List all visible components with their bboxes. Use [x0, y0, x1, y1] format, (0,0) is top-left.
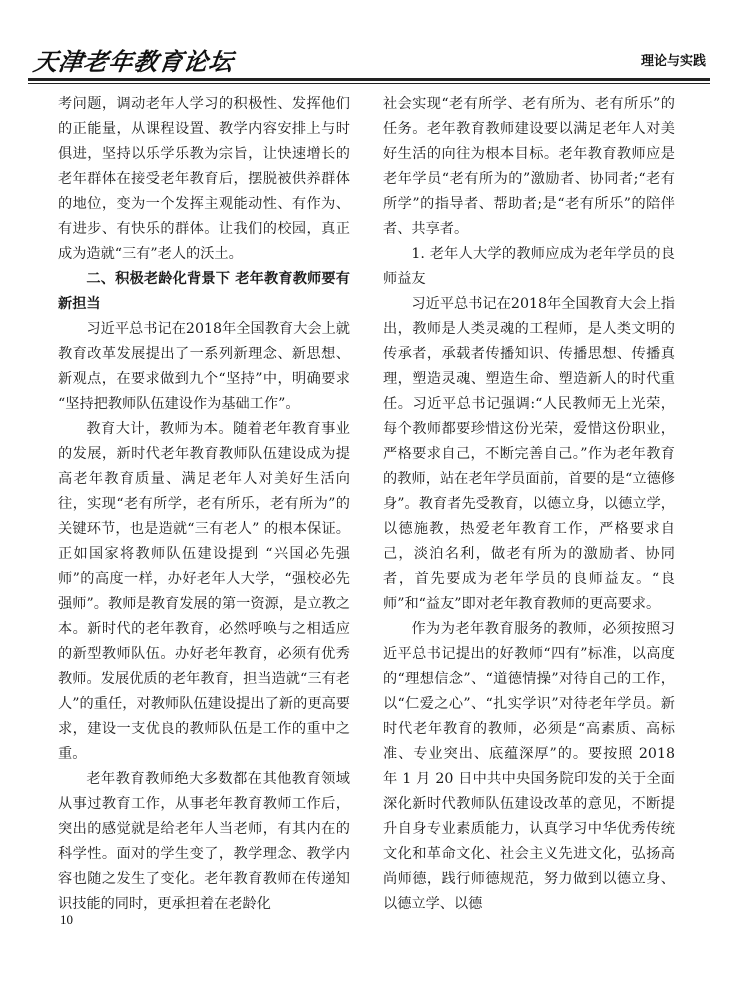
- page-number: 10: [60, 912, 73, 927]
- paragraph: 习近平总书记在2018年全国教育大会上指出，教师是人类灵魂的工程师，是人类文明的传承者，承载者传播知识、传播思想、传播真理，塑造灵魂、塑造生命、塑造新人的时代重任。习近平总书记强调:“人民教师无上光荣，每个教师都要珍惜这份光荣，爱惜这份职业，严格要求自己，不断完善自己。”作为老年教育的教师，站在老年学员面前，首要的是“立德修身”。教育者先受教育，以德立身，以德立学，以德施教，热爱老年教育工作，严格要求自己，淡泊名利，做老有所为的激励者、协同者，首先要成为老年学员的良师益友。“良师”和“益友”即对老年教育教师的更高要求。: [383, 296, 675, 612]
- subsection-heading: 1. 老年人大学的教师应成为老年学员的良师益友: [383, 246, 675, 287]
- paragraph: 老年教育教师绝大多数都在其他教育领域从事过教育工作，从事老年教育教师工作后，突出的感觉就是给老年人当老师，有其内在的科学性。面对的学生变了，教学理念、教学内容也随之发生了变化。老年教育教师在传递知识技能的同时，更承担着在老龄化: [58, 771, 350, 912]
- paragraph: 教育大计，教师为本。随着老年教育事业的发展，新时代老年教育教师队伍建设成为提高老年教育质量、满足老年人对美好生活向往，实现“老有所学，老有所乐，老有所为”的关键环节，也是造就“三有老人” 的根本保证。正如国家将教师队伍建设提到 “兴国必先强师”的高度一样，办好老年人大学，“强校必先强师”。教师是教育发展的第一资源，是立教之本。新时代的老年教育，必然呼唤与之相适应的新型教师队伍。办好老年教育，必须有优秀教师。发展优质的老年教育，担当造就“三有老人”的重任，对教师队伍建设提出了新的更高要求，建设一支优良的教师队伍是工作的重中之重。: [58, 421, 350, 762]
- journal-brand-logo: 天津老年教育论坛: [31, 47, 236, 76]
- section-heading: 二、积极老龄化背景下 老年教育教师要有新担当: [58, 271, 350, 312]
- section-label: 理论与实践: [640, 54, 706, 69]
- paragraph: 社会实现“老有所学、老有所为、老有所乐”的任务。老年教育教师建设要以满足老年人对美好生活的向往为根本目标。老年教育教师应是老年学员“老有所为的”激励者、协同者;“老有所学”的指导者、帮助者;是“老有所乐”的陪伴者、共享者。: [383, 96, 675, 237]
- right-column: [383, 92, 675, 917]
- paragraph: 考问题，调动老年人学习的积极性、发挥他们的正能量，从课程设置、教学内容安排上与时俱进，坚持以乐学乐教为宗旨，让快速增长的老年群体在接受老年教育后，摆脱被供养群体的地位，变为一个发挥主观能动性、有作为、有进步、有快乐的群体。让我们的校园，真正成为造就“三有”老人的沃土。: [58, 96, 350, 262]
- masthead: [30, 38, 710, 78]
- left-column: [58, 92, 350, 917]
- paragraph: 习近平总书记在2018年全国教育大会上就教育改革发展提出了一系列新理念、新思想、新观点，在要求做到九个“坚持”中，明确要求 “坚持把教师队伍建设作为基础工作”。: [58, 321, 350, 412]
- paragraph: 作为为老年教育服务的教师，必须按照习近平总书记提出的好教师“四有”标准，以高度的“理想信念”、“道德情操”对待自己的工作，以“仁爱之心”、“扎实学识”对待老年学员。新时代老年教育的教师，必须是“高素质、高标准、专业突出、底蕴深厚”的。要按照 2018 年 1 月 20 日中共中央国务院印发的关于全面深化新时代教师队伍建设改革的意见，不断提升自身专业素质能力，认真学习中华优秀传统文化和革命文化、社会主义先进文化，弘扬高尚师德，践行师德规范，努力做到以德立身、以德立学、以德: [383, 621, 675, 912]
- header-rule-thin: [28, 83, 710, 84]
- header-rule-thick: [28, 78, 710, 81]
